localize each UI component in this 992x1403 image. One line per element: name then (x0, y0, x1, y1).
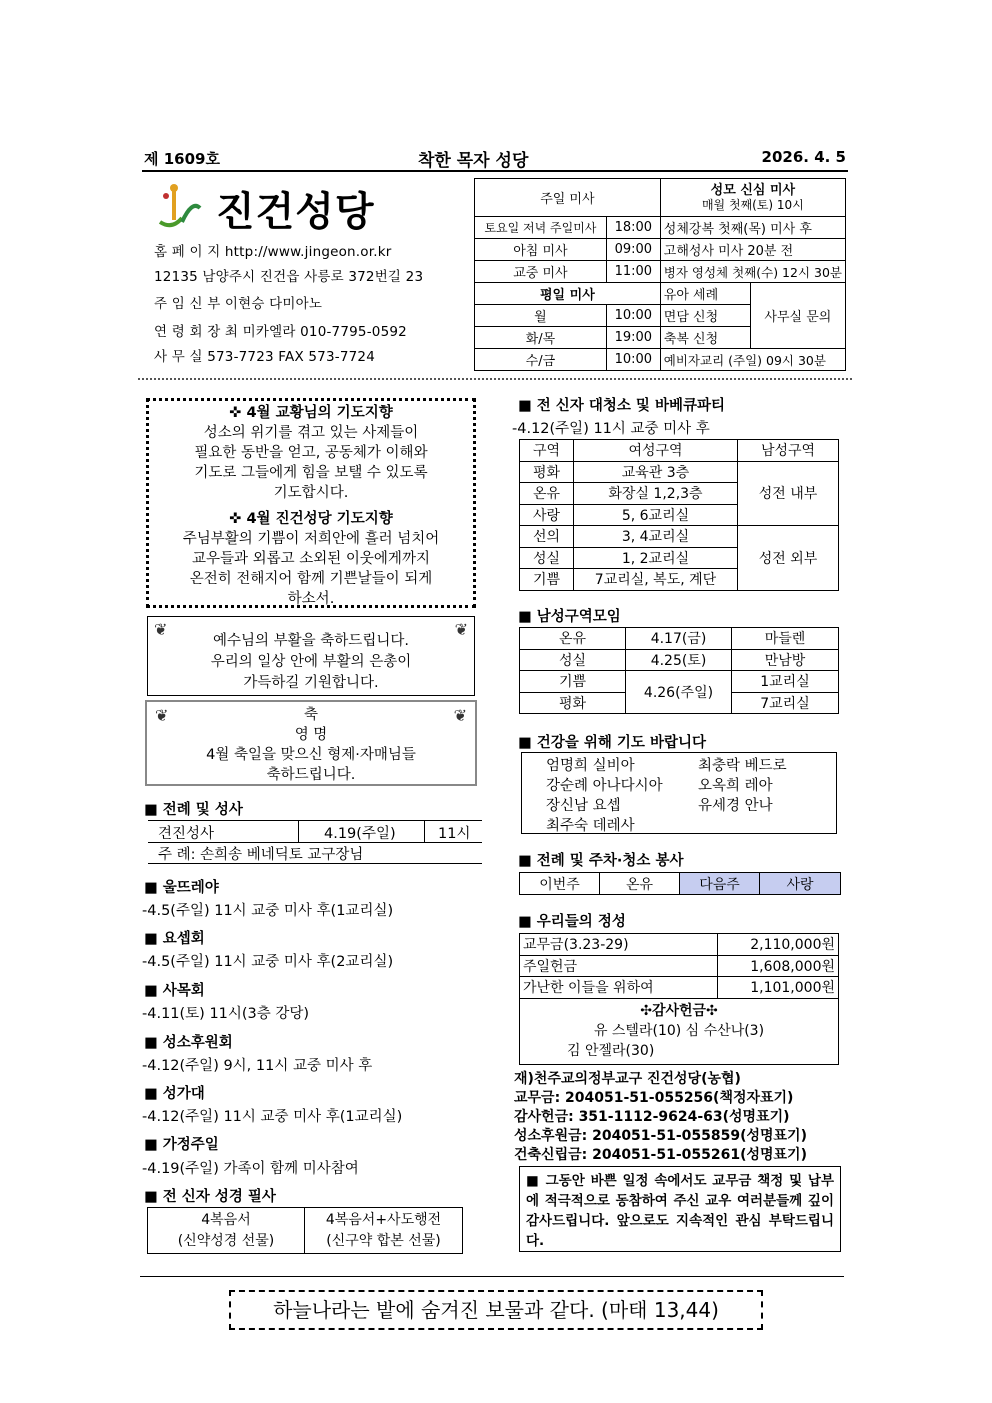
homepage: 홈 페 이 지 http://www.jingeon.or.kr (154, 244, 392, 260)
infant-baptism: 유아 세례 (660, 283, 750, 305)
holy-hour-cell (660, 179, 845, 217)
office-inquiry: 사무실 문의 (750, 283, 845, 349)
header-separator (138, 378, 852, 380)
transcribe-left (148, 1208, 305, 1254)
cleanup-women: 3, 4교리실 (574, 526, 738, 548)
meeting-date: 4.26(주일) (626, 671, 732, 714)
group-title: ■ 성소후원회 (144, 1035, 233, 1051)
group-title: ■ 가정주일 (144, 1137, 219, 1153)
ornament-icon: ❦ (453, 706, 467, 725)
pope-prayer-line: 필요한 동반을 얻고, 공동체가 이해와 (194, 445, 428, 461)
cleanup-head: 남성구역 (738, 440, 839, 462)
offering-item: 교무금(3.23-29) (520, 934, 718, 956)
mass-note: 예비자교리 (주일) 09시 30분 (660, 349, 845, 371)
mass-note: 병자 영성체 첫째(수) 12시 30분 (660, 261, 845, 283)
divider (424, 821, 425, 842)
address: 12135 남양주시 진건읍 사릉로 372번길 23 (154, 269, 424, 285)
cleanup-table (519, 439, 839, 591)
service-next-week-zone: 사랑 (760, 873, 841, 895)
transcribe-right (305, 1208, 463, 1254)
liturgy-celebrant: 주 례: 손희송 베네딕토 교구장님 (158, 847, 364, 863)
account-line: 교무금: 204051-51-055256(책정자표기) (514, 1090, 794, 1106)
group-title: ■ 울뜨레야 (144, 880, 219, 896)
parish-prayer-line: 교우들과 외롭고 소외된 이웃에게까지 (192, 551, 430, 567)
mass-note: 고해성사 미사 20분 전 (660, 239, 845, 261)
parish-logo-icon (152, 182, 212, 230)
cleanup-men: 성전 외부 (738, 526, 839, 591)
cleanup-zone: 기쁨 (520, 569, 574, 591)
parish-prayer-line: 온전히 전해지어 함께 기쁜날들이 되게 (189, 571, 433, 587)
council: 연 령 회 장 최 미카엘라 010-7795-0592 (154, 324, 407, 340)
meeting-place: 마들렌 (732, 628, 839, 650)
offering-table (519, 933, 839, 1065)
issue-number: 제 1609호 (144, 150, 220, 168)
health-name: 오옥희 레아 (698, 778, 773, 794)
feast-day-box (145, 700, 477, 786)
cleanup-women: 화장실 1,2,3층 (574, 483, 738, 505)
service-table (519, 872, 841, 895)
cleanup-subtitle: -4.12(주일) 11시 교중 미사 후 (512, 421, 710, 437)
holy-hour-sub: 매월 첫째(토) 10시 (701, 197, 804, 212)
transcribe-right-line: (신구약 합본 선물) (326, 1232, 441, 1249)
liturgy-time: 11시 (438, 826, 471, 842)
mass-time: 11:00 (606, 261, 660, 283)
mass-time: 18:00 (606, 217, 660, 239)
mass-name: 아침 미사 (475, 239, 607, 261)
cleanup-women: 7교리실, 복도, 계단 (574, 569, 738, 591)
group-detail: -4.19(주일) 가족이 함께 미사참여 (142, 1161, 359, 1177)
cleanup-head: 여성구역 (574, 440, 738, 462)
health-names-box (521, 752, 837, 834)
ornament-icon: ❦ (454, 620, 468, 639)
cleanup-title: ■ 전 신자 대청소 및 바베큐파티 (518, 398, 726, 414)
accounts-block (514, 1070, 807, 1165)
transcribe-left-line: 4복음서 (201, 1211, 251, 1228)
liturgy-date: 4.19(주일) (324, 826, 396, 842)
group-title: ■ 요셉회 (144, 931, 205, 947)
group-title: ■ 성가대 (144, 1086, 205, 1102)
group-detail: -4.12(주일) 9시, 11시 교중 미사 후 (142, 1058, 373, 1074)
pope-prayer-line: 성소의 위기를 겪고 있는 사제들이 (203, 425, 419, 441)
feast-sub: 영 명 (294, 727, 328, 743)
cleanup-women: 교육관 3층 (574, 461, 738, 483)
mass-note: 성체강복 첫째(목) 미사 후 (660, 217, 845, 239)
pope-prayer-line: 기도합시다. (273, 485, 349, 501)
liturgy-title: ■ 전례 및 성사 (144, 802, 243, 818)
ornament-icon: ❦ (155, 706, 169, 725)
mass-name: 화/목 (475, 327, 607, 349)
mass-name: 교중 미사 (475, 261, 607, 283)
mass-time: 09:00 (606, 239, 660, 261)
meeting-place: 만남방 (732, 649, 839, 671)
holy-hour-title: 성모 신심 미사 (710, 182, 796, 198)
logo-title: 진건성당 (216, 189, 375, 235)
easter-greeting-box (147, 616, 475, 696)
prayer-intentions-box (146, 398, 476, 608)
parish-prayer-line: 하소서. (287, 591, 335, 607)
health-name: 장신남 요셉 (546, 798, 621, 814)
offering-item: 가난한 이들을 위하여 (520, 977, 718, 999)
pastor: 주 임 신 부 이현승 다미아노 (154, 296, 323, 312)
account-line: 감사헌금: 351-1112-9624-63(성명표기) (514, 1109, 790, 1125)
account-line: 성소후원금: 204051-51-055859(성명표기) (514, 1128, 807, 1144)
pope-prayer-title: ✜ 4월 교황님의 기도지향 (229, 405, 393, 421)
meeting-zone: 온유 (520, 628, 626, 650)
cleanup-zone: 성실 (520, 547, 574, 569)
transcribe-right-line: 4복음서+사도행전 (325, 1211, 442, 1228)
accounts-org: 재)천주교의정부교구 진건성당(농협) (514, 1071, 741, 1087)
scripture-verse: 하늘나라는 밭에 숨겨진 보물과 같다. (마태 13,44) (229, 1290, 763, 1330)
cleanup-head: 구역 (520, 440, 574, 462)
easter-line: 예수님의 부활을 축하드립니다. (213, 633, 409, 649)
cleanup-zone: 평화 (520, 461, 574, 483)
men-meeting-title: ■ 남성구역모임 (518, 609, 621, 625)
feast-line: 축하드립니다. (266, 767, 356, 783)
cleanup-women: 1, 2교리실 (574, 547, 738, 569)
parish-prayer-line: 주님부활의 기쁨이 저희안에 흘러 넘치어 (182, 531, 440, 547)
meeting-place: 7교리실 (732, 692, 839, 714)
mass-name: 월 (475, 305, 607, 327)
mass-time: 10:00 (606, 305, 660, 327)
pope-prayer-line: 기도로 그들에게 힘을 보탤 수 있도록 (194, 465, 428, 481)
thanks-offering-cell (520, 998, 839, 1064)
meeting-date: 4.17(금) (626, 628, 732, 650)
thanks-title: ✣감사헌금✣ (640, 1003, 718, 1019)
health-name: 강순례 아나다시아 (546, 778, 663, 794)
liturgy-section (148, 820, 482, 864)
ornament-icon: ❦ (154, 620, 168, 639)
service-next-week: 다음주 (680, 873, 760, 895)
health-name: 최주숙 데레사 (546, 818, 635, 834)
transcribe-table (147, 1207, 463, 1254)
health-title: ■ 건강을 위해 기도 바랍니다 (518, 735, 706, 751)
weekday-mass-title: 평일 미사 (475, 283, 661, 305)
group-title: ■ 사목회 (144, 983, 205, 999)
offering-item: 주일헌금 (520, 955, 718, 977)
transcribe-title: ■ 전 신자 성경 필사 (144, 1189, 276, 1205)
meeting-date: 4.25(토) (626, 649, 732, 671)
offering-title: ■ 우리들의 정성 (518, 914, 626, 930)
cleanup-women: 5, 6교리실 (574, 504, 738, 526)
newsletter-header (142, 146, 848, 172)
service-this-week: 이번주 (520, 873, 600, 895)
parish-prayer-title: ✜ 4월 진건성당 기도지향 (229, 511, 393, 527)
cleanup-men: 성전 내부 (738, 461, 839, 526)
men-meeting-table (519, 627, 839, 714)
easter-line: 가득하길 기원합니다. (243, 675, 379, 691)
office-phone: 사 무 실 573-7723 FAX 573-7724 (154, 349, 375, 365)
thanks-line: 유 스텔라(10) 심 수산나(3) (593, 1023, 765, 1039)
divider (298, 821, 299, 842)
mass-note: 면담 신청 (660, 305, 750, 327)
group-detail: -4.5(주일) 11시 교중 미사 후(2교리실) (142, 954, 394, 970)
thank-you-notice: ■ 그동안 바쁜 일정 속에서도 교무금 책정 및 납부에 적극적으로 동참하여 주신 교우 여러분들께 깊이 감사드립니다. 앞으로도 지속적인 관심 부탁드립니다. (519, 1166, 841, 1252)
health-name: 엄명희 실비아 (546, 758, 635, 774)
mass-time: 10:00 (606, 349, 660, 371)
mass-time: 19:00 (606, 327, 660, 349)
offering-amount: 1,608,000원 (718, 955, 839, 977)
meeting-zone: 성실 (520, 649, 626, 671)
meeting-place: 1교리실 (732, 671, 839, 693)
meeting-zone: 평화 (520, 692, 626, 714)
liturgy-event: 견진성사 (158, 826, 215, 842)
issue-date: 2026. 4. 5 (761, 148, 846, 166)
mass-note: 축복 신청 (660, 327, 750, 349)
group-detail: -4.5(주일) 11시 교중 미사 후(1교리실) (142, 903, 394, 919)
mass-name: 수/금 (475, 349, 607, 371)
cleanup-zone: 온유 (520, 483, 574, 505)
service-this-week-zone: 온유 (600, 873, 680, 895)
offering-amount: 2,110,000원 (718, 934, 839, 956)
cleanup-zone: 선의 (520, 526, 574, 548)
parish-name: 착한 목자 성당 (418, 151, 529, 171)
health-name: 최충락 베드로 (698, 758, 787, 774)
group-detail: -4.12(주일) 11시 교중 미사 후(1교리실) (142, 1109, 403, 1125)
offering-amount: 1,101,000원 (718, 977, 839, 999)
transcribe-left-line: (신약성경 선물) (177, 1232, 275, 1249)
footer-separator (140, 1276, 844, 1277)
cleanup-zone: 사랑 (520, 504, 574, 526)
easter-line: 우리의 일상 안에 부활의 은총이 (210, 654, 412, 670)
mass-name: 토요일 저녁 주일미사 (475, 217, 607, 239)
account-line: 건축신립금: 204051-51-055261(성명표기) (514, 1147, 807, 1163)
feast-title: 축 (303, 707, 318, 723)
service-title: ■ 전례 및 주차·청소 봉사 (518, 853, 684, 869)
meeting-zone: 기쁨 (520, 671, 626, 693)
sunday-mass-title: 주일 미사 (475, 179, 661, 217)
feast-line: 4월 축일을 맞으신 형제·자매님들 (206, 747, 416, 763)
health-name: 유세경 안나 (698, 798, 773, 814)
thanks-line: 김 안젤라(30) (567, 1043, 655, 1059)
mass-schedule-table (474, 178, 846, 371)
group-detail: -4.11(토) 11시(3층 강당) (142, 1006, 310, 1022)
